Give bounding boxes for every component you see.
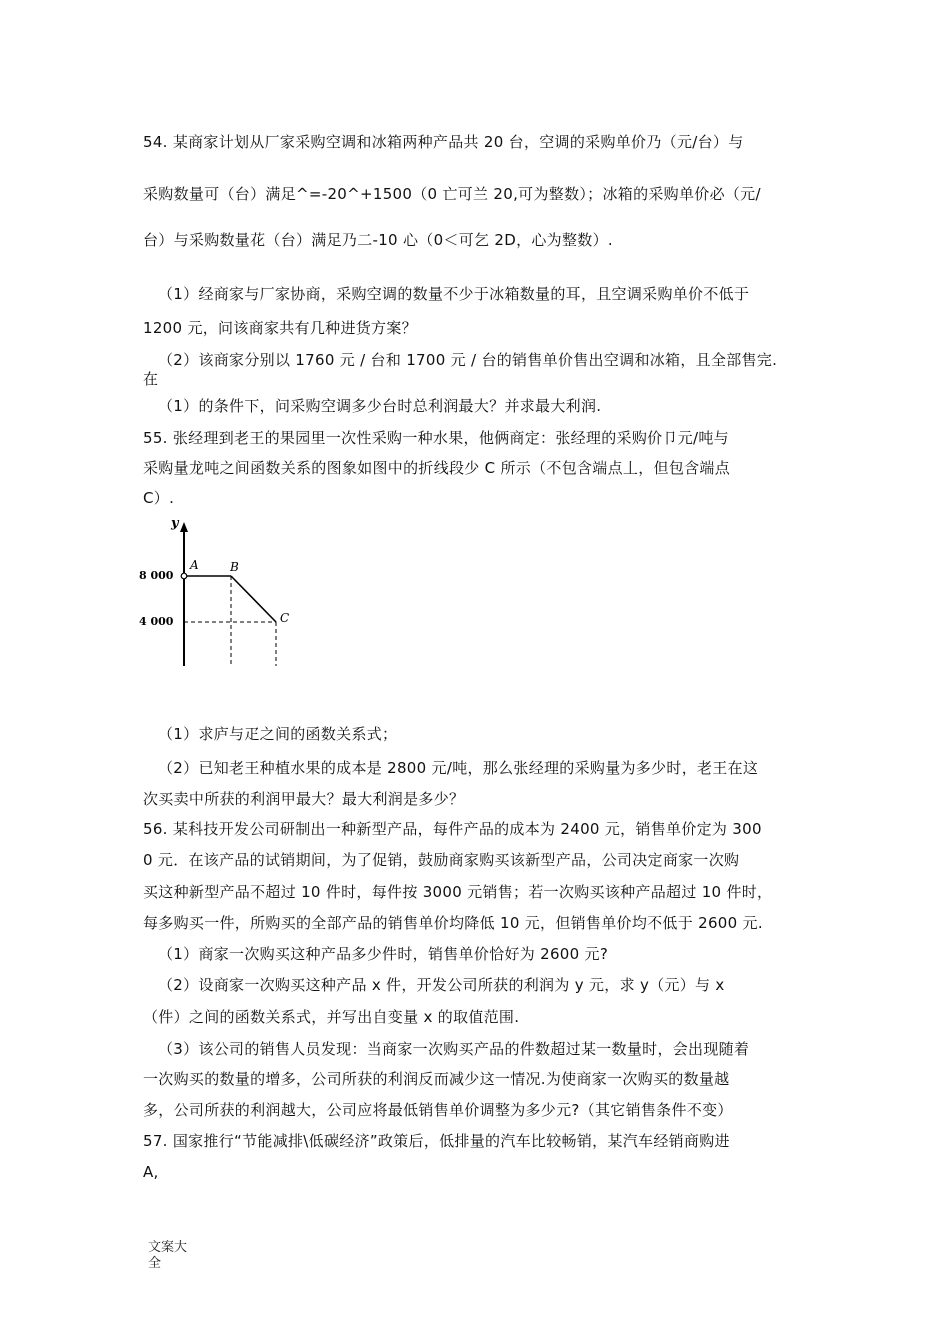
function-graph	[135, 510, 325, 685]
text-line: 在	[143, 370, 159, 388]
point-label-a: A	[190, 558, 199, 572]
text-line: （件）之间的函数关系式，并写出自变量 x 的取值范围.	[143, 1008, 520, 1026]
text-line: 55. 张经理到老王的果园里一次性采购一种水果，他俩商定：张经理的采购价卩元/吨与	[143, 429, 729, 447]
y-axis-label: y	[171, 516, 179, 531]
footer-line: 全	[148, 1256, 162, 1271]
text-line: （3）该公司的销售人员发现：当商家一次购买产品的件数超过某一数量时，会出现随着	[158, 1040, 750, 1058]
segment-bc	[231, 576, 276, 622]
point-label-b: B	[230, 560, 239, 574]
text-line: C）.	[143, 489, 175, 507]
text-line: 一次购买的数量的增多，公司所获的利润反而减少这一情况.为使商家一次购买的数量越	[143, 1070, 730, 1088]
text-line: 57. 国家推行“节能减排\低碳经济”政策后，低排量的汽车比较畅销，某汽车经销商购进	[143, 1132, 730, 1150]
text-line: （1）的条件下，问采购空调多少台时总利润最大？并求最大利润.	[158, 397, 602, 415]
text-line: 0 元．在该产品的试销期间，为了促销，鼓励商家购买该新型产品，公司决定商家一次购	[143, 851, 740, 869]
text-line: （1）求庐与疋之间的函数关系式；	[158, 725, 398, 743]
text-line: （2）该商家分别以 1760 元 / 台和 1700 元 / 台的销售单价售出空调和冰箱，且全部售完.	[158, 351, 778, 369]
text-line: 采购数量可（台）满足^=-20^+1500（0 亡可兰 20,可为整数）；冰箱的采购单价必（元/	[143, 185, 761, 203]
text-line: 采购量龙吨之间函数关系的图象如图中的折线段少 C 所示（不包含端点丄，但包含端点	[143, 459, 731, 477]
text-line: 54. 某商家计划从厂家采购空调和冰箱两种产品共 20 台，空调的采购单价乃（元/台）与	[143, 133, 744, 151]
text-line: 多，公司所获的利润越大，公司应将最低销售单价调整为多少元?（其它销售条件不变）	[143, 1101, 733, 1119]
text-line: 每多购买一件，所购买的全部产品的销售单价均降低 10 元，但销售单价均不低于 2600 元.	[143, 914, 763, 932]
footer-line: 文案大	[148, 1240, 188, 1255]
text-line: 台）与采购数量花（台）满足乃二-10 心（0＜可乞 2D，心为整数）.	[143, 231, 613, 249]
text-line: 次买卖中所获的利润甲最大？最大利润是多少？	[143, 790, 465, 808]
y-axis-arrow	[180, 522, 188, 532]
open-endpoint-a	[181, 573, 187, 579]
text-line: 1200 元，问该商家共有几种进货方案？	[143, 319, 417, 337]
tick-label-8000: 8 000	[139, 569, 174, 582]
page-footer	[148, 1240, 198, 1272]
text-line: （1）商家一次购买这种产品多少件时，销售单价恰好为 2600 元?	[158, 945, 609, 963]
text-line: A,	[143, 1163, 159, 1181]
text-line: （1）经商家与厂家协商，采购空调的数量不少于冰箱数量的耳，且空调采购单价不低于	[158, 285, 750, 303]
tick-label-4000: 4 000	[139, 615, 174, 628]
text-line: （2）设商家一次购买这种产品 x 件，开发公司所获的利润为 y 元，求 y（元）与 x	[158, 976, 725, 994]
point-label-c: C	[280, 611, 290, 625]
text-line: 买这种新型产品不超过 10 件时，每件按 3000 元销售；若一次购买该种产品超过 10 件时，	[143, 883, 773, 901]
text-line: （2）已知老王种植水果的成本是 2800 元/吨，那么张经理的采购量为多少时，老王在这	[158, 759, 759, 777]
text-line: 56. 某科技开发公司研制出一种新型产品，每件产品的成本为 2400 元，销售单价定为 300	[143, 820, 762, 838]
